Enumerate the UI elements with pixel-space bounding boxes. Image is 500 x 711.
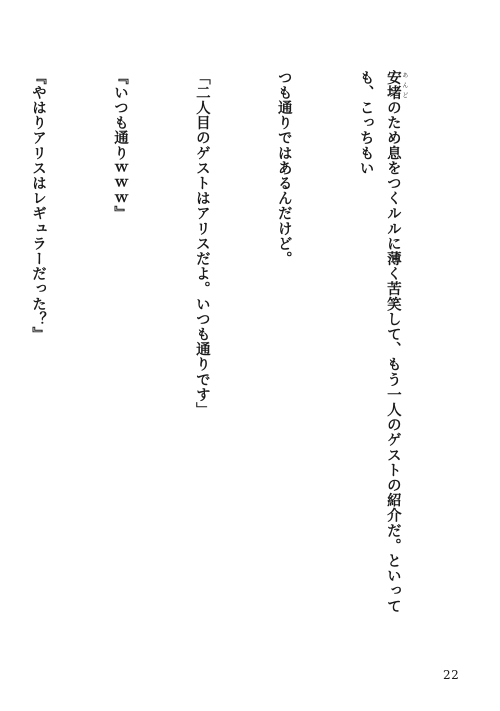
comment-line: 『やはりアリスはレギュラーだった？』 <box>30 70 48 342</box>
ruby-annotation: 安堵 あんど <box>384 70 408 101</box>
text-line: 安堵 あんどのため息をつくルルに薄く苦笑して、もう一人のゲストの紹介だ。といっても、こっちもい <box>357 70 408 614</box>
comment-line: 『いつも通りｗｗｗ』 <box>111 70 129 221</box>
dialogue-line: 「二人目のゲストはアリスだよ。いつも通りです」 <box>193 70 211 418</box>
vertical-text-block <box>30 70 462 640</box>
text-line: つも通りではあるんだけど。 <box>275 70 293 267</box>
page-number: 22 <box>443 668 460 682</box>
